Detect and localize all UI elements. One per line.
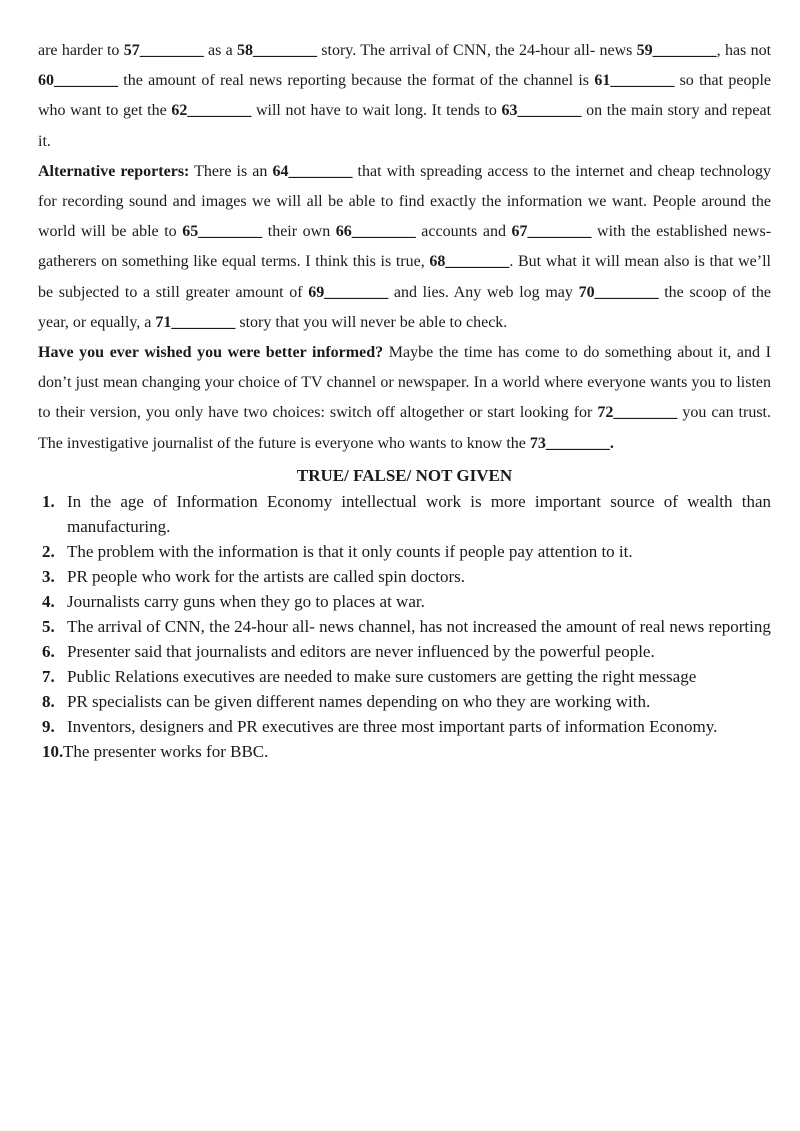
blank-number: 65________ bbox=[182, 223, 263, 241]
passage-text: on the main story and repeat it. bbox=[38, 102, 772, 150]
statement-text: PR people who work for the artists are called spin doctors. bbox=[67, 566, 465, 586]
statement-number: 7. bbox=[42, 666, 55, 686]
statement-item bbox=[38, 739, 771, 764]
passage-paragraph bbox=[38, 338, 771, 459]
passage-text: the scoop of the year, or equally, a bbox=[38, 283, 772, 331]
blank-number: 67________ bbox=[511, 223, 592, 241]
statement-item bbox=[38, 689, 771, 714]
passage-text: . But what it will mean also is that we’ll be subjected to a still greater amount of bbox=[38, 253, 771, 301]
blank-number: 66________ bbox=[335, 223, 416, 241]
statement-item bbox=[38, 564, 771, 589]
blank-number: 57________ bbox=[123, 42, 204, 59]
statement-number: 8. bbox=[42, 691, 55, 711]
statement-number: 1. bbox=[42, 491, 55, 511]
blank-number: 69________ bbox=[308, 283, 389, 301]
statement-text: Public Relations executives are needed to make sure customers are getting the right message bbox=[67, 666, 697, 686]
statement-list bbox=[38, 489, 771, 764]
statement-item bbox=[38, 664, 771, 689]
passage-text: story. The arrival of CNN, the 24-hour all- news bbox=[317, 42, 637, 59]
statement-text: The arrival of CNN, the 24-hour all- news channel, has not increased the amount of real news reporting bbox=[67, 616, 771, 636]
blank-number: 62________ bbox=[171, 102, 252, 120]
passage-text: story that you will never be able to check. bbox=[235, 313, 508, 331]
passage-text: so that people who want to get the bbox=[38, 72, 771, 120]
statement-text: PR specialists can be given different names depending on who they are working with. bbox=[67, 691, 651, 711]
statement-text: Inventors, designers and PR executives are three most important parts of information Economy. bbox=[67, 716, 718, 736]
passage-text: and lies. Any web log may bbox=[388, 283, 579, 301]
statement-number: 10. bbox=[42, 741, 64, 761]
statement-text: The problem with the information is that it only counts if people pay attention to it. bbox=[67, 541, 633, 561]
statement-text: The presenter works for BBC. bbox=[63, 741, 269, 761]
blank-number: 63________ bbox=[501, 102, 582, 120]
statement-number: 3. bbox=[42, 566, 55, 586]
blank-number: 71________ bbox=[155, 313, 236, 331]
passage-text: you can trust. The investigative journalist of the future is everyone who wants to know the bbox=[38, 404, 772, 452]
passage bbox=[38, 36, 771, 459]
section-title: TRUE/ FALSE/ NOT GIVEN bbox=[296, 465, 513, 485]
passage-text: , has not bbox=[716, 42, 772, 59]
passage-text: as a bbox=[203, 42, 237, 59]
passage-text: are harder to bbox=[38, 42, 124, 59]
blank-number: 61________ bbox=[594, 72, 675, 90]
passage-text: will not have to wait long. It tends to bbox=[251, 102, 502, 120]
blank-number: 64________ bbox=[272, 162, 353, 180]
paragraph-lead: Alternative reporters: bbox=[38, 162, 190, 180]
passage-text: the amount of real news reporting because the format of the channel is bbox=[118, 72, 595, 90]
passage-text: accounts and bbox=[415, 223, 512, 241]
statement-number: 2. bbox=[42, 541, 55, 561]
passage-text: There is an bbox=[189, 162, 273, 180]
statement-item bbox=[38, 614, 771, 639]
passage-text: Maybe the time has come to do something about it, and I don’t just mean changing your choice of TV channel or newspaper. In a world where everyone wants you to listen to their version, you only have two choices: switch off altogether or start looking for bbox=[38, 344, 771, 422]
blank-number: 60________ bbox=[38, 72, 118, 90]
statement-text: Presenter said that journalists and editors are never influenced by the powerful people. bbox=[67, 641, 655, 661]
passage-text: with the established news-gatherers on something like equal terms. I think this is true, bbox=[38, 223, 772, 271]
statement-item bbox=[38, 539, 771, 564]
passage-paragraph bbox=[38, 157, 771, 338]
passage-text: that with spreading access to the internet and cheap technology for recording sound and images we will all be able to find exactly the information we want. People around the world will be able to bbox=[38, 162, 772, 241]
blank-number: 72________ bbox=[597, 404, 678, 422]
statement-number: 9. bbox=[42, 716, 55, 736]
statement-item bbox=[38, 489, 771, 539]
statement-number: 4. bbox=[42, 591, 55, 611]
worksheet-page bbox=[38, 36, 771, 764]
statement-text: Journalists carry guns when they go to places at war. bbox=[67, 591, 425, 611]
statement-number: 5. bbox=[42, 616, 55, 636]
statement-item bbox=[38, 714, 771, 739]
blank-number: 73________. bbox=[529, 434, 614, 452]
passage-text: their own bbox=[262, 223, 336, 241]
blank-number: 59________ bbox=[636, 42, 717, 59]
statement-text: In the age of Information Economy intellectual work is more important source of wealth than manufacturing. bbox=[67, 491, 771, 536]
statement-number: 6. bbox=[42, 641, 55, 661]
blank-number: 58________ bbox=[237, 42, 317, 59]
paragraph-lead: Have you ever wished you were better informed? bbox=[38, 344, 384, 362]
blank-number: 68________ bbox=[429, 253, 510, 271]
statement-item bbox=[38, 589, 771, 614]
passage-paragraph bbox=[38, 36, 771, 157]
statement-item bbox=[38, 639, 771, 664]
blank-number: 70________ bbox=[578, 283, 659, 301]
